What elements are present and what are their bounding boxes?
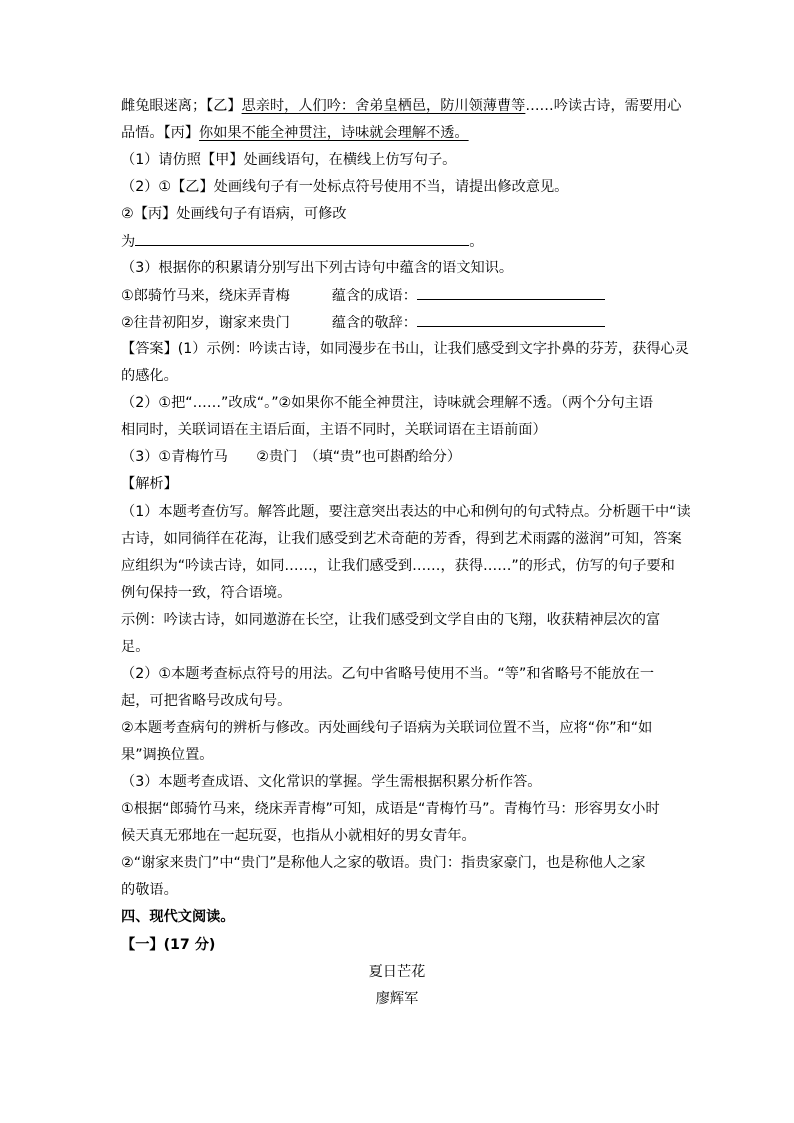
answer-line: 的感化。 [121, 368, 178, 384]
text-line [121, 231, 483, 252]
analysis-line: ②本题考查病句的辨析与修改。丙处画线句子语病为关联词位置不当，应将“你”和“如 [121, 720, 653, 736]
analysis-line: 应组织为“吟读古诗，如同……，让我们感受到……，获得……”的形式，仿写的句子要和 [121, 558, 675, 574]
answer-line: （2）①把“……”改成“。”②如果你不能全神贯注，诗味就会理解不透。（两个分句主语 [121, 395, 654, 411]
analysis-line: （2）①本题考查标点符号的用法。乙句中省略号使用不当。“等”和省略号不能放在一 [121, 666, 655, 682]
analysis-heading: 【解析】 [121, 476, 178, 492]
question-2-part-2: ②【丙】处画线句子有语病，可修改 [121, 206, 347, 222]
analysis-line: （1）本题考查仿写。解答此题，要注意突出表达的中心和例句的句式特点。分析题干中“读 [121, 504, 691, 520]
analysis-line: ②“谢家来贵门”中“贵门”是称他人之家的敬语。贵门：指贵家豪门，也是称他人之家 [121, 855, 646, 871]
poem-line: ①郎骑竹马来，绕床弄青梅 [121, 288, 290, 304]
analysis-line: 候天真无邪地在一起玩耍，也指从小就相好的男女青年。 [121, 828, 476, 844]
analysis-line: 果”调换位置。 [121, 747, 214, 763]
analysis-line: ①根据“郎骑竹马来，绕床弄青梅”可知，成语是“青梅竹马”。青梅竹马：形容男女小时 [121, 801, 660, 817]
answer-line: 相同时，关联词语在主语后面，主语不同时，关联词语在主语前面） [121, 422, 547, 438]
answer-blank [417, 312, 605, 327]
underlined-sentence-bing: 你如果不能全神贯注，诗味就会理解不透。 [199, 125, 469, 141]
text-segment: 品悟。【丙】 [121, 125, 200, 141]
analysis-line: 例句保持一致，符合语境。 [121, 585, 292, 601]
poem-line: ②往昔初阳岁，谢家来贵门 [121, 315, 290, 331]
text-line [121, 123, 469, 143]
text-segment: 为 [121, 234, 136, 250]
analysis-line: 起，可把省略号改成句号。 [121, 693, 292, 709]
text-segment: 雌兔眼迷离；【乙】 [121, 98, 242, 114]
underlined-sentence-yi: 思亲时，人们吟：舍弟皇栖邑，防川领薄曹等 [241, 98, 526, 114]
text-line [121, 312, 605, 333]
answer-blank [417, 285, 605, 300]
analysis-line: （3）本题考查成语、文化常识的掌握。学生需根据积累分析作答。 [121, 774, 542, 790]
question-3: （3）根据你的积累请分别写出下列古诗句中蕴含的语文知识。 [121, 260, 514, 276]
article-author: 廖辉军 [375, 991, 419, 1007]
question-1: （1）请仿照【甲】处画线语句，在横线上仿写句子。 [121, 152, 457, 168]
prompt-label: 蕴含的成语： [331, 288, 417, 304]
text-line [121, 96, 681, 116]
analysis-line: 古诗，如同徜徉在花海，让我们感受到艺术奇葩的芳香，得到艺术雨露的滋润”可知，答案 [121, 531, 682, 547]
analysis-line: 的敬语。 [121, 882, 178, 898]
analysis-line: 示例：吟读古诗，如同遨游在长空，让我们感受到文学自由的飞翔，收获精神层次的富 [121, 612, 661, 628]
subsection-heading: 【一】(17 分) [121, 937, 216, 953]
prompt-label: 蕴含的敬辞： [331, 315, 417, 331]
section-heading: 四、现代文阅读。 [121, 909, 235, 925]
answer-line: 【答案】(1）示例：吟读古诗，如同漫步在书山，让我们感受到文字扑鼻的芬芳，获得心灵 [121, 341, 689, 357]
text-segment: 。 [469, 234, 484, 250]
analysis-line: 足。 [121, 639, 150, 655]
article-title: 夏日芒花 [368, 964, 426, 980]
question-2: （2）①【乙】处画线句子有一处标点符号使用不当，请提出修改意见。 [121, 179, 569, 195]
text-segment: ……吟读古诗，需要用心 [525, 98, 682, 114]
answer-line: （3）①青梅竹马 ②贵门 （填“贵”也可斟酌给分） [121, 449, 462, 465]
answer-blank [135, 231, 469, 246]
text-line [121, 285, 605, 306]
